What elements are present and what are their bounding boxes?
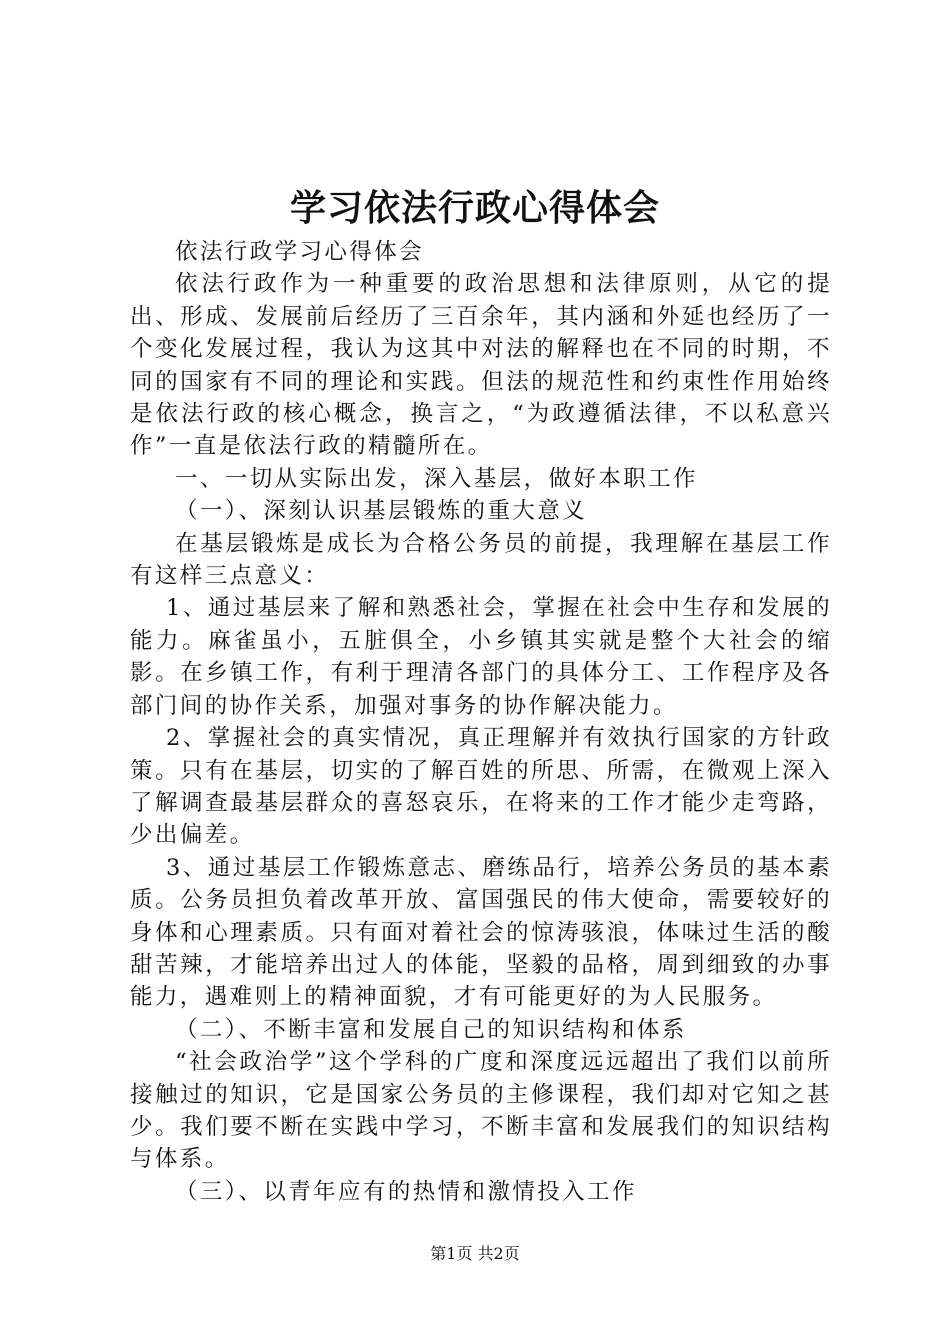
subsection-heading-3: （三）、以青年应有的热情和激情投入工作 xyxy=(175,1178,637,1205)
page-footer: 第1页 共2页 xyxy=(430,1244,520,1263)
document-body xyxy=(130,236,832,1208)
paragraph-point-2: 2、掌握社会的真实情况，真正理解并有效执行国家的方针政策。只有在基层，切实的了解百姓的所思、所需，在微观上深入了解调查最基层群众的喜怒哀乐，在将来的工作才能少走弯路，少出偏差。 xyxy=(130,725,832,849)
paragraph-subtitle: 依法行政学习心得体会 xyxy=(175,239,425,265)
paragraph-point-3: 3、通过基层工作锻炼意志、磨练品行，培养公务员的基本素质。公务员担负着改革开放、富国强民的伟大使命，需要较好的身体和心理素质。只有面对着社会的惊涛骇浪，体味过生活的酸甜苦辣，才能培养出过人的体能，坚毅的品格，周到细致的办事能力，遇难则上的精神面貌，才有可能更好的为人民服务。 xyxy=(130,854,832,1011)
paragraph-intro: 依法行政作为一种重要的政治思想和法律原则，从它的提出、形成、发展前后经历了三百余年，其内涵和外延也经历了一个变化发展过程，我认为这其中对法的解释也在不同的时期，不同的国家有不同的理论和实践。但法的规范性和约束性作用始终是依法行政的核心概念，换言之，“为政遵循法律，不以私意兴作”一直是依法行政的精髓所在。 xyxy=(130,271,832,460)
subsection-heading-2: （二）、不断丰富和发展自己的知识结构和体系 xyxy=(175,1016,687,1043)
paragraph-point-1: 1、通过基层来了解和熟悉社会，掌握在社会中生存和发展的能力。麻雀虽小，五脏俱全，小乡镇其实就是整个大社会的缩影。在乡镇工作，有利于理清各部门的具体分工、工作程序及各部门间的协作关系，加强对事务的协作解决能力。 xyxy=(130,595,832,719)
section-heading-1: 一、一切从实际出发，深入基层，做好本职工作 xyxy=(175,465,698,492)
paragraph-knowledge: “社会政治学”这个学科的广度和深度远远超出了我们以前所接触过的知识，它是国家公务员的主修课程，我们却对它知之甚少。我们要不断在实践中学习，不断丰富和发展我们的知识结构与体系。 xyxy=(130,1049,832,1173)
document-title: 学习依法行政心得体会 xyxy=(289,187,660,229)
paragraph-grassroots: 在基层锻炼是成长为合格公务员的前提，我理解在基层工作有这样三点意义： xyxy=(130,530,832,590)
subsection-heading-1: （一）、深刻认识基层锻炼的重大意义 xyxy=(175,498,588,525)
